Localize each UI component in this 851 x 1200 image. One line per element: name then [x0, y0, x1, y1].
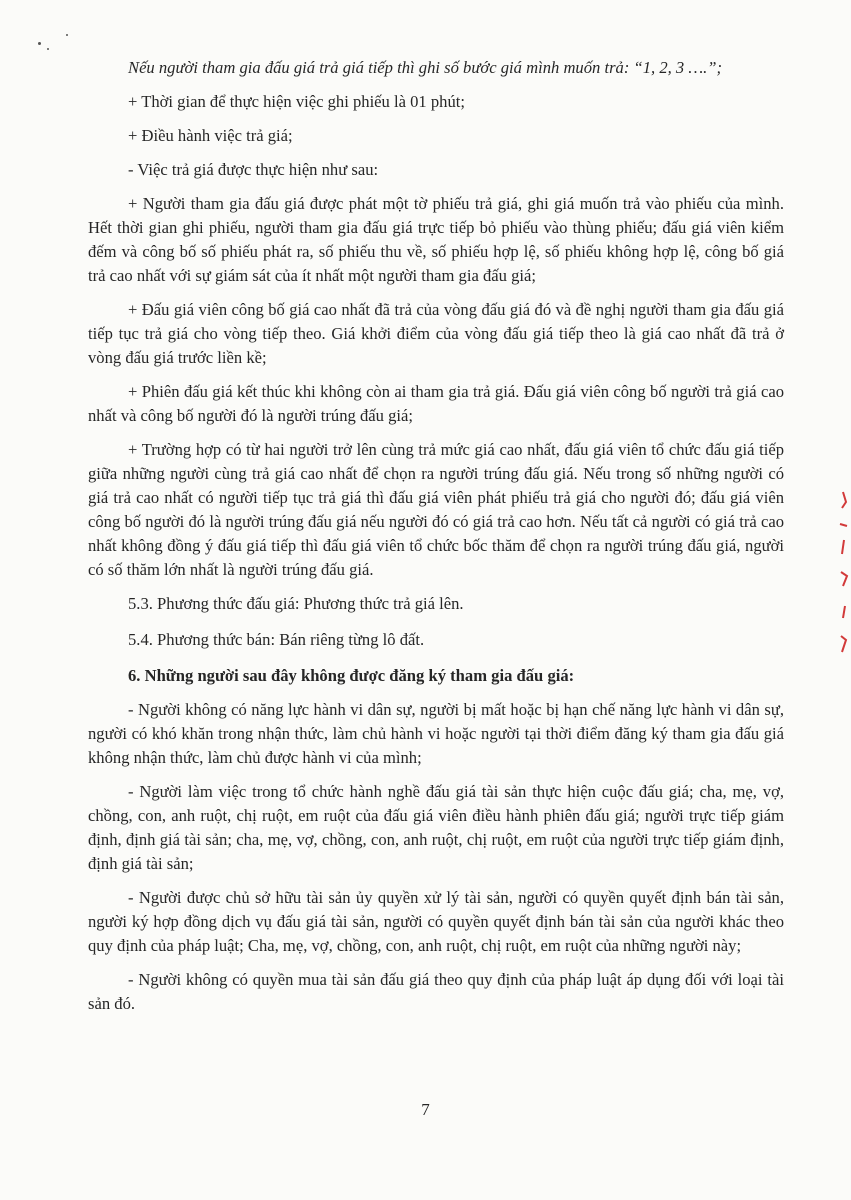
paragraph-price-control: + Điều hành việc trả giá;: [128, 126, 293, 145]
paragraph-session-end: + Phiên đấu giá kết thúc khi không còn ai tham gia trả giá. Đấu giá viên công bố người trả giá cao nhất và công bố người đó là người trúng đấu giá;: [88, 382, 784, 425]
paragraph-ineligible-capacity: - Người không có năng lực hành vi dân sự, người bị mất hoặc bị hạn chế năng lực hành vi dân sự, người có khó khăn trong nhận thức, làm chủ hành vi hoặc người tại thời điểm đăng ký tham gia đấu giá không nhận thức, làm chủ được hành vi của mình;: [88, 700, 784, 767]
red-stamp-edge-mark: [837, 488, 849, 658]
paragraph-ineligible-no-right: - Người không có quyền mua tài sản đấu giá theo quy định của pháp luật áp dụng đối với loại tài sản đó.: [88, 970, 784, 1013]
document-body: [88, 56, 784, 1026]
paragraph-ineligible-staff-relatives: - Người làm việc trong tổ chức hành nghề đấu giá tài sản thực hiện cuộc đấu giá; cha, mẹ, vợ, chồng, con, anh ruột, chị ruột, em ruột của đấu giá viên điều hành phiên đấu giá; người trực tiếp giám định, định giá tài sản; cha, mẹ, vợ, chồng, con, anh ruột, chị ruột, em ruột của người trực tiếp giám định, định giá tài sản;: [88, 782, 784, 873]
paragraph-sale-method: 5.4. Phương thức bán: Bán riêng từng lô đất.: [128, 630, 425, 649]
paragraph-ineligible-owner-relatives: - Người được chủ sở hữu tài sản ủy quyền xử lý tài sản, người có quyền quyết định bán tài sản, người ký hợp đồng dịch vụ đấu giá tài sản, người có quyền quyết định bán tài sản của người khác theo quy định của pháp luật; Cha, mẹ, vợ, chồng, con, anh ruột, chị ruột, em ruột của những người này;: [88, 888, 784, 955]
paragraph-bidding-procedure-intro: - Việc trả giá được thực hiện như sau:: [128, 160, 379, 179]
paragraph-auction-method: 5.3. Phương thức đấu giá: Phương thức trả giá lên.: [128, 594, 464, 613]
paragraph-bid-step-note: Nếu người tham gia đấu giá trả giá tiếp thì ghi số bước giá mình muốn trả: “1, 2, 3 ….”;: [128, 58, 723, 77]
page-number: 7: [421, 1100, 430, 1119]
paragraph-time-limit: + Thời gian để thực hiện việc ghi phiếu là 01 phút;: [128, 92, 465, 111]
scan-speck: [47, 48, 49, 50]
scan-speck: [66, 34, 68, 36]
scan-speck: [38, 42, 41, 45]
paragraph-ballot-process: + Người tham gia đấu giá được phát một tờ phiếu trả giá, ghi giá muốn trả vào phiếu của mình. Hết thời gian ghi phiếu, người tham gia đấu giá trực tiếp bỏ phiếu vào thùng phiếu; đấu giá viên kiểm đếm và công bố số phiếu phát ra, số phiếu thu về, số phiếu hợp lệ, số phiếu không hợp lệ, công bố giá trả cao nhất với sự giám sát của ít nhất một người tham gia đấu giá;: [88, 194, 784, 285]
paragraph-tie-break: + Trường hợp có từ hai người trở lên cùng trả mức giá cao nhất, đấu giá viên tổ chức đấu giá tiếp giữa những người cùng trả giá cao nhất để chọn ra người trúng đấu giá. Nếu trong số những người có giá trả cao nhất có người tiếp tục trả giá thì đấu giá viên phát phiếu trả giá cho người đó; đấu giá viên công bố người đó là người trúng đấu giá nếu người đó có giá trả cao hơn. Nếu tất cả người có giá trả cao nhất không đồng ý đấu giá tiếp thì đấu giá viên tổ chức bốc thăm để chọn ra người trúng đấu giá, người có số thăm lớn nhất là người trúng đấu giá.: [88, 440, 784, 579]
section-heading-ineligible: 6. Những người sau đây không được đăng ký tham gia đấu giá:: [128, 666, 575, 685]
paragraph-next-round: + Đấu giá viên công bố giá cao nhất đã trả của vòng đấu giá đó và đề nghị người tham gia đấu giá tiếp tục trả giá cho vòng tiếp theo. Giá khởi điểm của vòng đấu giá tiếp theo là giá cao nhất đã trả ở vòng đấu giá trước liền kề;: [88, 300, 784, 367]
